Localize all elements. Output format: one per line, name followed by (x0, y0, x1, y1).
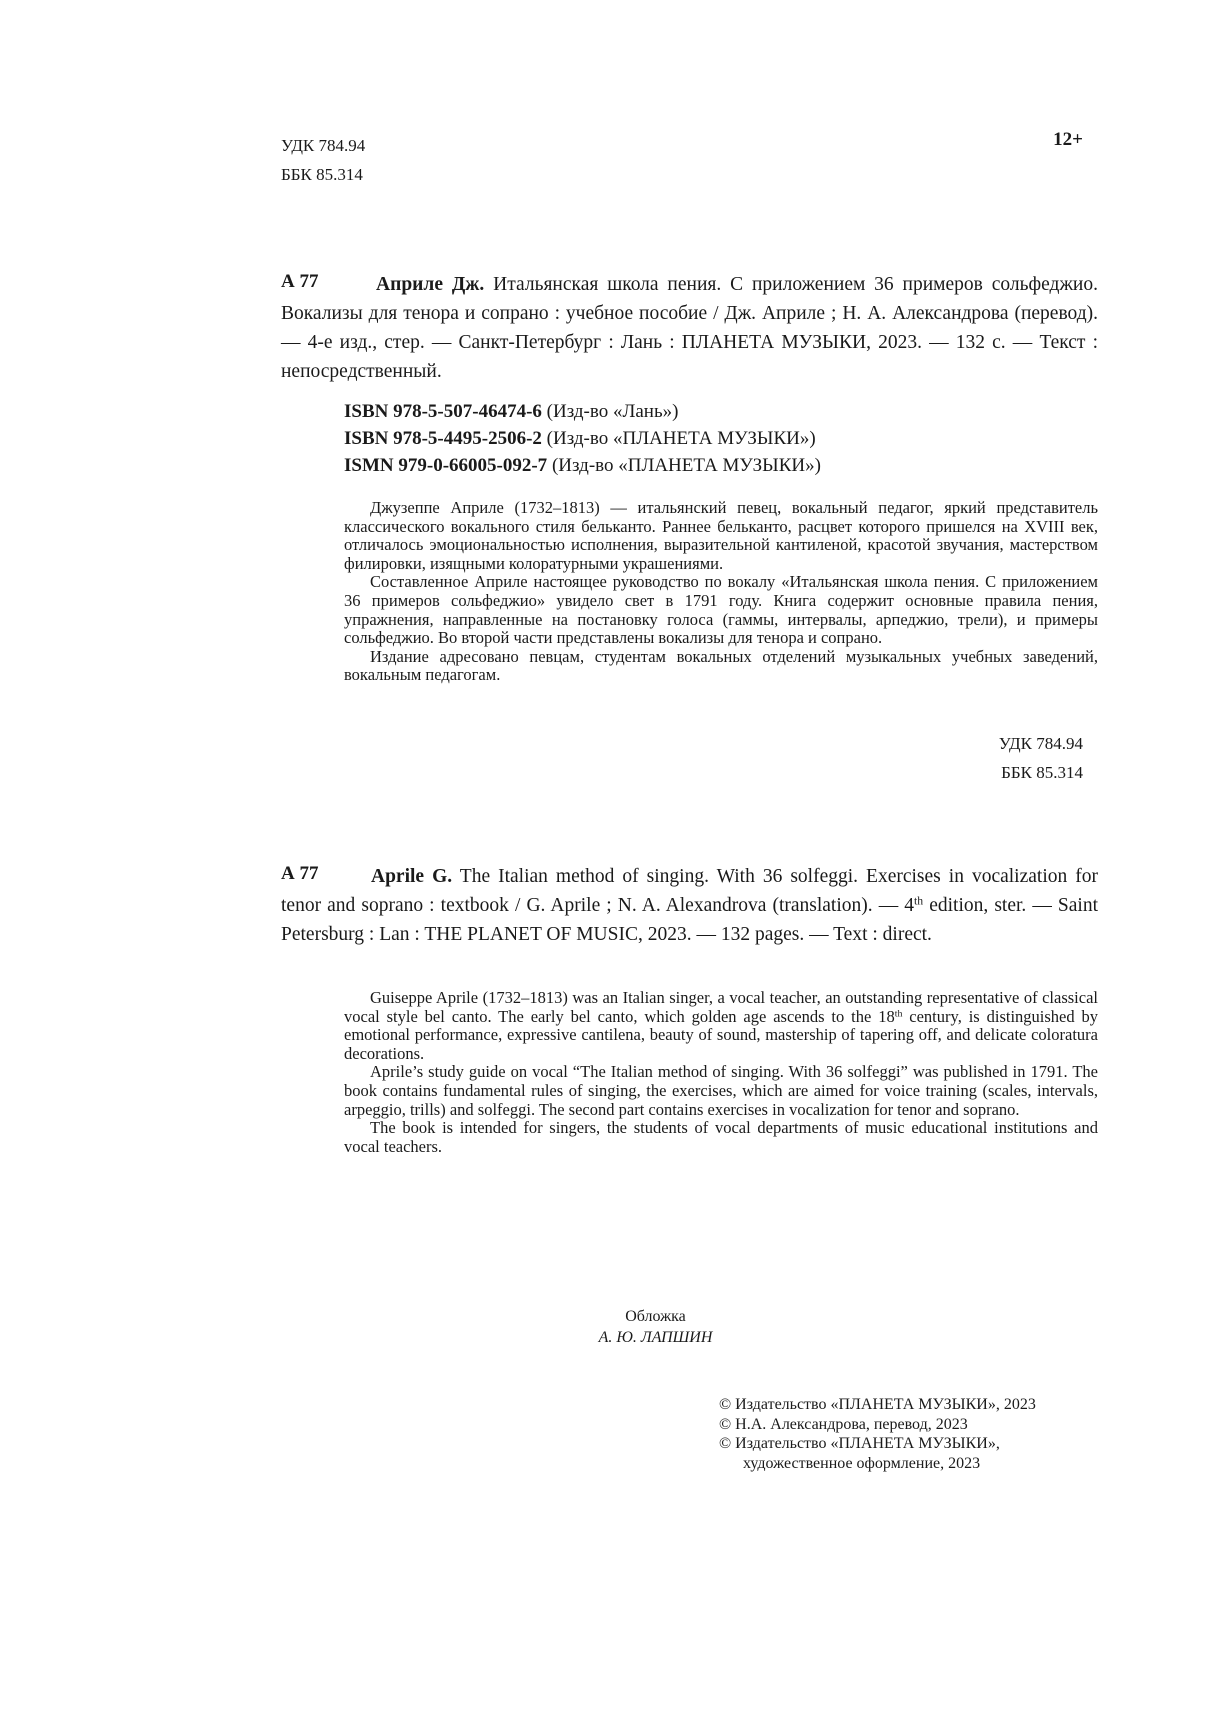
header-bbk: ББК 85.314 (281, 165, 363, 184)
en-annotation-text-cont: century, is distinguished by emotional performance, expressive cantilena, beauty of sound, mastership of tapering off, and delicate coloratura decorations. (344, 1006, 1099, 1063)
en-citation-sup: th (914, 894, 924, 908)
ru-bbk: ББК 85.314 (1001, 763, 1083, 782)
copyright-line: художественное оформление, 2023 (743, 1454, 981, 1472)
copyright-line: © Н.А. Александрова, перевод, 2023 (719, 1415, 968, 1433)
isbn-publisher: (Изд-во «Лань») (546, 401, 679, 422)
en-citation (281, 862, 1098, 949)
copyright-line: © Издательство «ПЛАНЕТА МУЗЫКИ», 2023 (719, 1396, 1036, 1413)
cover-credit (0, 1306, 1211, 1348)
cover-designer: А. Ю. ЛАПШИН (598, 1329, 713, 1346)
ru-annotation (344, 499, 1098, 685)
en-citation-text-cont: edition, ster. — Saint Petersburg : Lan : THE PLANET OF MUSIC, 2023. — 132 pages. — Text : direct. (281, 895, 1098, 945)
en-annotation-text: Guiseppe Aprile (1732–1813) was an Italian singer, a vocal teacher, an outstanding representative of classical vocal style bel canto. The early bel canto, which golden age ascends to the 18 (344, 988, 1098, 1026)
en-author-code: А 77 (281, 863, 319, 884)
en-annotation-sup: th (894, 1008, 903, 1020)
copyright-block (719, 1395, 1036, 1473)
ru-annotation-paragraph: Джузеппе Априле (1732–1813) — итальянский певец, вокальный педагог, яркий представитель классического вокального стиля бельканто. Раннее бельканто, расцвет которого пришелся на XVIII век, отличалось эмоциональностью исполнения, выразительной кантиленой, красотой звучания, мастерством филировки, изящными колоратурными украшениями. (344, 498, 1098, 573)
ru-annotation-paragraph: Издание адресовано певцам, студентам вокальных отделений музыкальных учебных заведений, вокальным педагогам. (344, 646, 1098, 685)
isbn-row (344, 398, 821, 425)
isbn-publisher: (Изд-во «ПЛАНЕТА МУЗЫКИ») (551, 455, 821, 476)
isbn-number: ISBN 978-5-507-46474-6 (344, 401, 542, 422)
ru-author-code: А 77 (281, 271, 319, 292)
en-citation-text: The Italian method of singing. With 36 solfeggi. Exercises in vocalization for tenor and soprano : textbook / G. Aprile ; N. A. Alexandrova (translation). — 4 (281, 866, 1098, 916)
isbn-number: ISBN 978-5-4495-2506-2 (344, 428, 542, 449)
ru-citation (281, 270, 1098, 386)
isbn-publisher: (Изд-во «ПЛАНЕТА МУЗЫКИ») (546, 428, 816, 449)
en-annotation-paragraph: Aprile’s study guide on vocal “The Italian method of singing. With 36 solfeggi” was published in 1791. The book contains fundamental rules of singing, the exercises, which are aimed for voice training (scales, intervals, arpeggio, trills) and solfeggi. The second part contains exercises in vocalization for tenor and soprano. (344, 1062, 1098, 1119)
ru-author: Априле Дж. (376, 274, 485, 295)
age-rating: 12+ (1053, 129, 1083, 150)
en-annotation (344, 989, 1098, 1156)
ru-annotation-paragraph: Составленное Априле настоящее руководство по вокалу «Итальянская школа пения. С приложением 36 примеров сольфеджио» увидело свет в 1791 году. Книга содержит основные правила пения, упражнения, направленные на постановку голоса (гаммы, интервалы, арпеджио, трели), и примеры сольфеджио. Во второй части представлены вокализы для тенора и сопрано. (344, 572, 1098, 648)
header-classification (281, 131, 365, 189)
en-annotation-paragraph: The book is intended for singers, the students of vocal departments of music educational institutions and vocal teachers. (344, 1118, 1098, 1156)
isbn-list (344, 398, 821, 479)
ru-classification (999, 729, 1083, 787)
isbn-row (344, 425, 821, 452)
en-annotation-paragraph (344, 989, 1098, 1063)
copyright-line: © Издательство «ПЛАНЕТА МУЗЫКИ», (719, 1435, 1000, 1452)
isbn-row (344, 452, 821, 479)
ismn-number: ISMN 979-0-66005-092-7 (344, 455, 548, 476)
header-udk: УДК 784.94 (281, 136, 366, 155)
ru-citation-text: Итальянская школа пения. С приложением 36 примеров сольфеджио. Вокализы для тенора и сопрано : учебное пособие / Дж. Априле ; Н. А. Александрова (перевод). — 4-е изд., стер. — Санкт-Петербург : Лань : ПЛАНЕТА МУЗЫКИ, 2023. — 132 с. — Текст : непосредственный. (281, 274, 1098, 382)
cover-label: Обложка (625, 1308, 686, 1325)
ru-udk: УДК 784.94 (998, 734, 1083, 753)
en-author: Aprile G. (371, 866, 453, 887)
